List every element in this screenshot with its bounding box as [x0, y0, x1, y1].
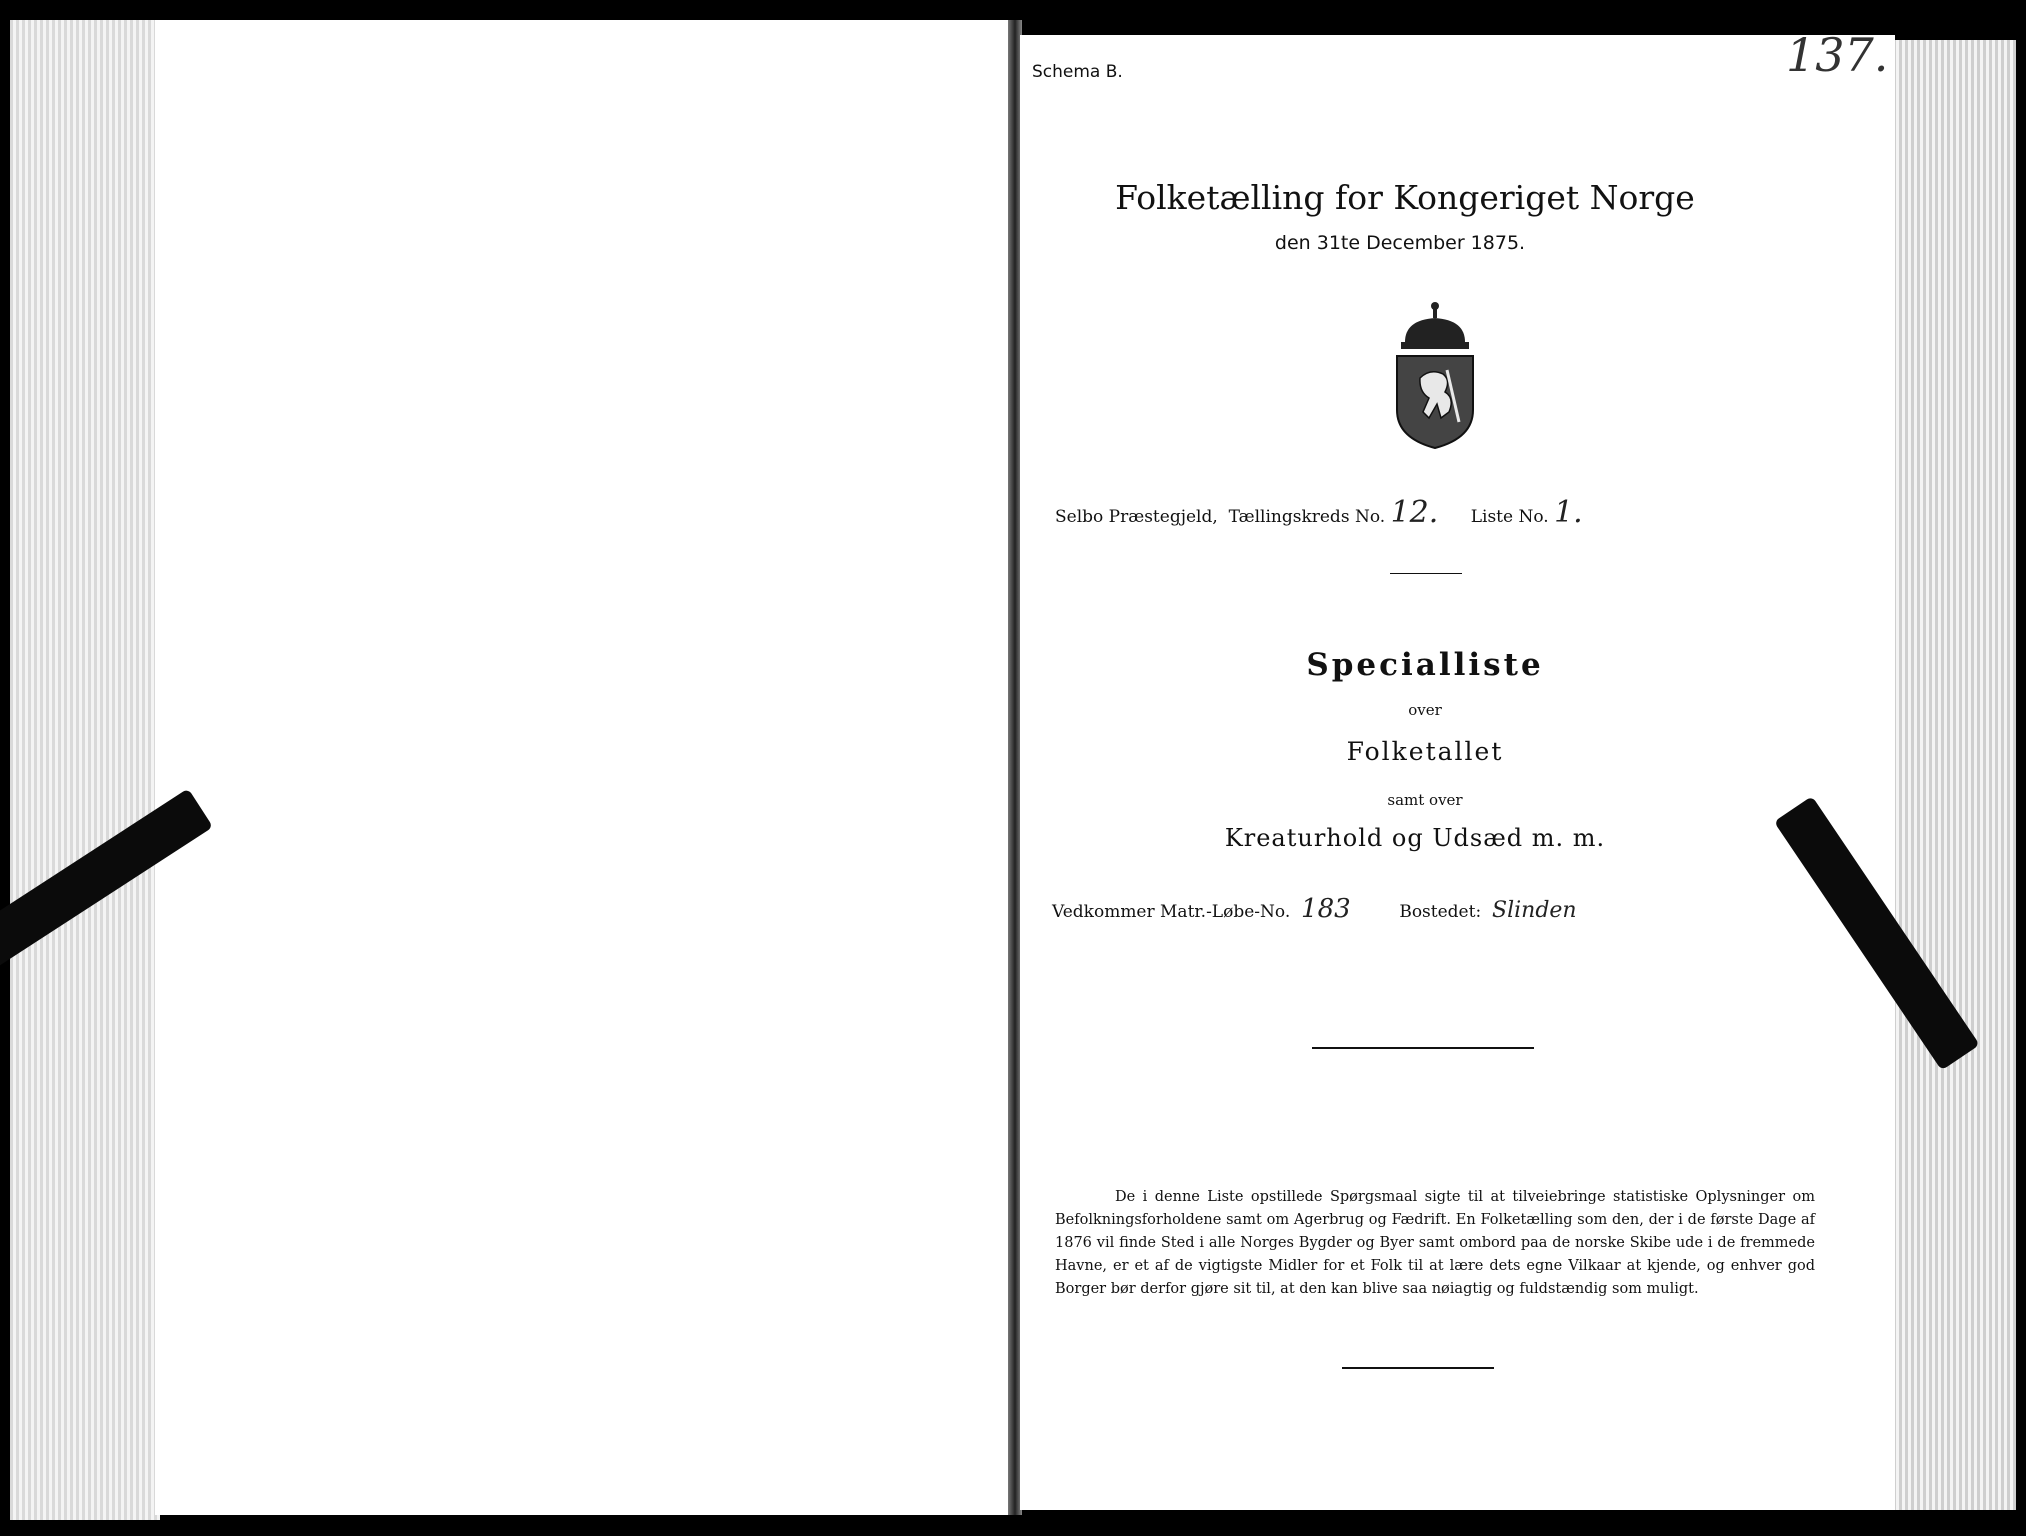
list-label: Liste No. — [1470, 507, 1549, 527]
samt-over-text: samt over — [1387, 791, 1463, 809]
property-line — [1052, 894, 1577, 924]
matr-number: 183 — [1301, 894, 1351, 924]
divider-short — [1390, 573, 1462, 574]
list-number: 1. — [1554, 495, 1583, 530]
matr-label: Vedkommer Matr.-Løbe-No. — [1052, 902, 1291, 922]
bostedet-value: Slinden — [1492, 898, 1577, 923]
instructions-paragraph: De i denne Liste opstillede Spørgsmaal sigte til at tilveiebringe statistiske Oplysninger om Befolkningsforholdene samt om Agerbrug og Fædrift. En Folketælling som den, der i de første Dage af 1876 vil finde Sted i alle Norges Bygder og Byer samt ombord paa de norske Skibe ude i de fremmede Havne, er et af de vigtigste Midler for et Folk til at lære dets egne Vilkaar at kjende, og enhver god Borger bør derfor gjøre sit til, at den kan blive saa nøiagtig og fuldstændig som muligt. — [1055, 1189, 1815, 1297]
district-label: Tællingskreds No. — [1228, 507, 1386, 527]
district-number: 12. — [1390, 495, 1439, 530]
special-list-heading: Specialliste — [1306, 647, 1544, 683]
subject-livestock: Kreaturhold og Udsæd m. m. — [1224, 824, 1606, 852]
book-edge-left — [10, 20, 160, 1520]
subject-population: Folketallet — [1346, 737, 1504, 766]
over-text: over — [1408, 701, 1442, 719]
left-page — [155, 20, 1010, 1515]
folio-number: 137. — [1786, 28, 1889, 82]
schema-label: Schema B. — [1032, 62, 1123, 82]
page-title: Folketælling for Kongeriget Norge — [1115, 178, 1695, 217]
census-date: den 31te December 1875. — [1274, 232, 1526, 254]
bostedet-label: Bostedet: — [1399, 902, 1482, 922]
divider-bottom — [1342, 1367, 1494, 1369]
parish-name: Selbo Præstegjeld, — [1055, 507, 1218, 527]
location-line — [1055, 495, 1583, 530]
divider-middle — [1312, 1047, 1534, 1049]
norwegian-coat-of-arms-icon — [1385, 300, 1485, 450]
